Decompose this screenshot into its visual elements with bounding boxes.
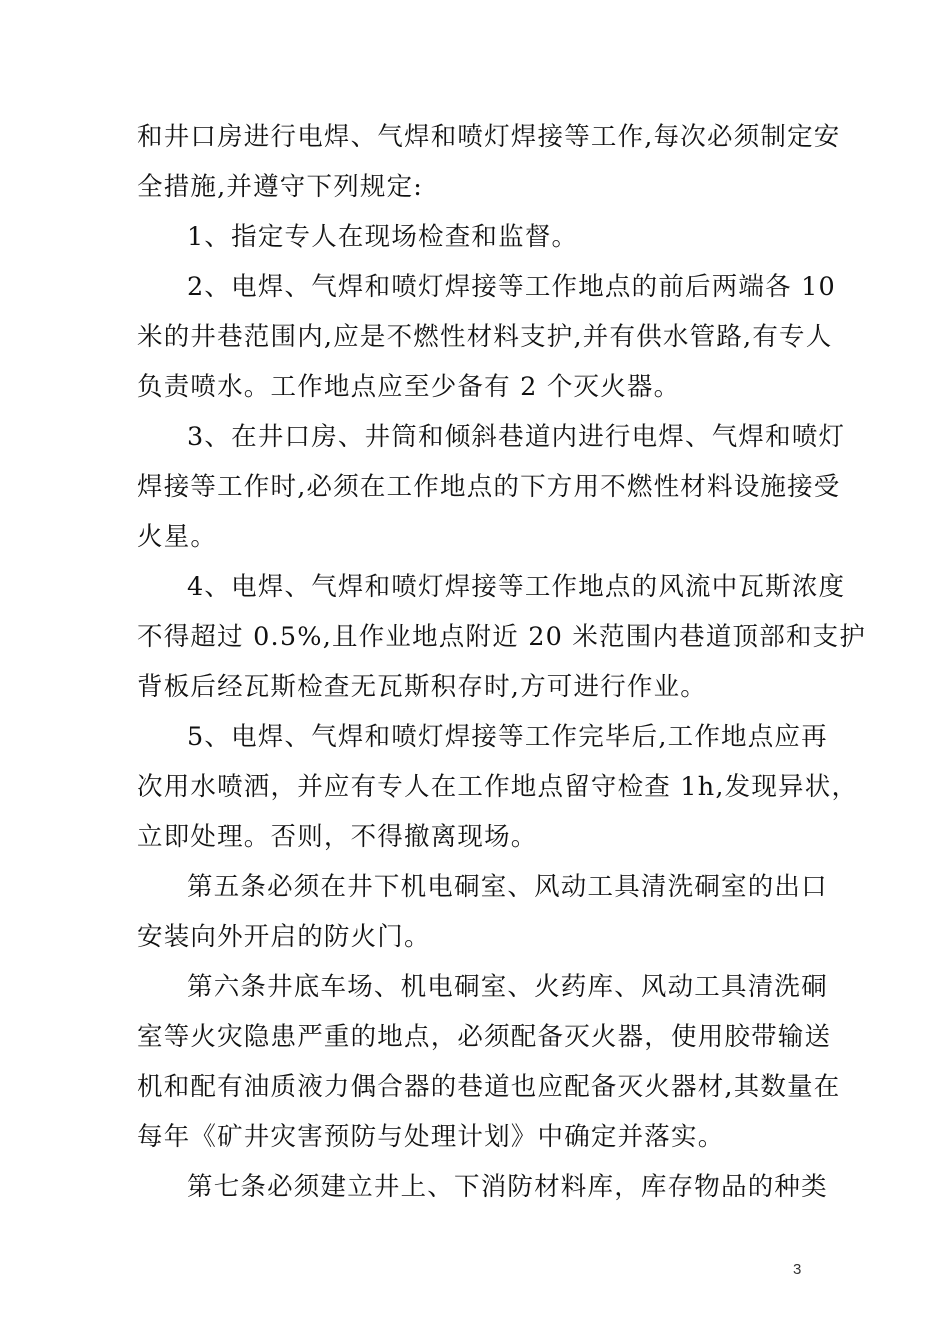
article-6: 第六条井底车场、机电硐室、火药库、风动工具清洗硐 — [187, 972, 828, 1002]
list-item-3: 3、在井口房、井筒和倾斜巷道内进行电焊、气焊和喷灯 — [187, 422, 846, 452]
text-line: 背板后经瓦斯检查无瓦斯积存时,方可进行作业。 — [137, 672, 708, 702]
text-line: 焊接等工作时,必须在工作地点的下方用不燃性材料设施接受 — [137, 472, 841, 502]
text-line: 安装向外开启的防火门。 — [137, 922, 431, 952]
text-line: 不得超过 0.5%,且作业地点附近 20 米范围内巷道顶部和支护 — [137, 622, 867, 652]
text-line: 室等火灾隐患严重的地点，必须配备灭火器，使用胶带输送 — [137, 1022, 832, 1052]
text-line: 米的井巷范围内,应是不燃性材料支护,并有供水管路,有专人 — [137, 322, 833, 352]
text-line: 次用水喷洒，并应有专人在工作地点留守检查 1h,发现异状， — [137, 772, 859, 802]
text-line: 立即处理。否则，不得撤离现场。 — [137, 822, 538, 852]
page-number: 3 — [793, 1261, 802, 1278]
list-item-4: 4、电焊、气焊和喷灯焊接等工作地点的风流中瓦斯浓度 — [187, 572, 846, 602]
text-line: 机和配有油质液力偶合器的巷道也应配备灭火器材,其数量在 — [137, 1072, 841, 1102]
article-7: 第七条必须建立井上、下消防材料库，库存物品的种类 — [187, 1172, 828, 1202]
text-line: 每年《矿井灾害预防与处理计划》中确定并落实。 — [137, 1122, 725, 1152]
list-item-5: 5、电焊、气焊和喷灯焊接等工作完毕后,工作地点应再 — [187, 722, 828, 752]
text-line: 火星。 — [137, 522, 218, 552]
text-line: 负责喷水。工作地点应至少备有 2 个灭火器。 — [137, 372, 681, 402]
text-line: 和井口房进行电焊、气焊和喷灯焊接等工作,每次必须制定安 — [137, 122, 841, 152]
list-item-1: 1、指定专人在现场检查和监督。 — [187, 222, 579, 252]
article-5: 第五条必须在井下机电硐室、风动工具清洗硐室的出口 — [187, 872, 828, 902]
list-item-2: 2、电焊、气焊和喷灯焊接等工作地点的前后两端各 10 — [187, 272, 836, 302]
text-line: 全措施,并遵守下列规定: — [137, 172, 424, 202]
